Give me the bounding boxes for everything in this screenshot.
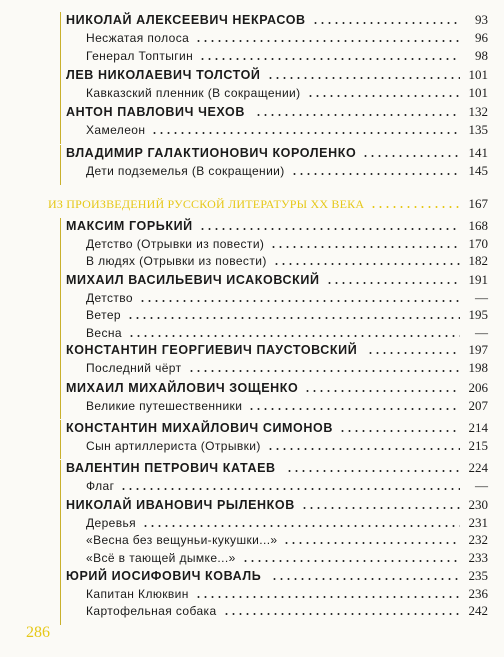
dot-leader: [271, 578, 460, 580]
dot-leader: [283, 542, 460, 544]
dot-leader: [188, 370, 460, 372]
work-title: «Весна без вещуньи-кукушки...»: [86, 533, 278, 547]
author-name: КОНСТАНТИН МИХАЙЛОВИЧ СИМОНОВ: [66, 421, 333, 435]
work-row: [0, 253, 504, 269]
work-title: «Всё в тающей дымке...»: [86, 550, 236, 565]
author-page: 214: [468, 420, 488, 435]
work-title: В людях (Отрывки из повести): [86, 254, 267, 268]
block-rule: [60, 218, 61, 275]
work-row: [0, 478, 504, 494]
work-row: [0, 325, 504, 341]
work-row: [0, 360, 504, 376]
dot-leader: [128, 335, 460, 337]
block-rule: [60, 12, 61, 70]
block-rule: [60, 497, 61, 571]
work-title: Весна: [86, 325, 122, 340]
work-row: [0, 438, 504, 454]
dot-leader: [127, 317, 460, 319]
dot-leader: [267, 77, 460, 79]
work-row: [0, 307, 504, 323]
author-row: [0, 145, 504, 161]
work-page: 232: [468, 532, 488, 547]
author-name: ЮРИЙ ИОСИФОВИЧ КОВАЛЬ: [66, 569, 262, 583]
author-name: МИХАИЛ ВАСИЛЬЕВИЧ ИСАКОВСКИЙ: [66, 273, 320, 287]
work-row: [0, 532, 504, 548]
author-name: АНТОН ПАВЛОВИЧ ЧЕХОВ: [66, 105, 245, 119]
work-row: [0, 85, 504, 101]
block-rule: [60, 67, 61, 107]
author-row: [0, 342, 504, 358]
page-number: 286: [26, 624, 50, 641]
dot-leader: [286, 470, 460, 472]
author-page: 206: [468, 380, 488, 395]
work-row: [0, 163, 504, 179]
dot-leader: [367, 352, 460, 354]
work-title: Великие путешественники: [86, 398, 243, 413]
work-page: 236: [468, 585, 488, 601]
section-page: 167: [468, 196, 488, 211]
work-page: —: [475, 477, 488, 493]
author-row: [0, 460, 504, 476]
section-row: [0, 196, 504, 212]
author-page: 197: [468, 342, 488, 357]
work-row: [0, 236, 504, 252]
work-page: 242: [468, 603, 488, 618]
author-page: 235: [468, 568, 488, 583]
work-page: 207: [468, 397, 488, 413]
author-page: 141: [468, 145, 488, 160]
author-page: 224: [468, 460, 488, 475]
work-page: 231: [468, 514, 488, 530]
dot-leader: [312, 22, 460, 24]
work-page: 98: [475, 48, 488, 63]
work-page: 96: [475, 30, 488, 45]
work-row: [0, 586, 504, 602]
author-name: НИКОЛАЙ ИВАНОВИЧ РЫЛЕНКОВ: [66, 498, 295, 512]
work-row: [0, 603, 504, 619]
dot-leader: [120, 488, 460, 490]
block-rule: [60, 420, 61, 459]
dot-leader: [267, 448, 460, 450]
work-row: [0, 290, 504, 306]
dot-leader: [326, 282, 460, 284]
dot-leader: [142, 525, 460, 527]
block-rule: [60, 104, 61, 144]
dot-leader: [339, 430, 460, 432]
author-page: 168: [468, 218, 488, 233]
dot-leader: [370, 206, 460, 208]
work-row: [0, 48, 504, 64]
block-rule: [60, 460, 61, 499]
author-name: ВЛАДИМИР ГАЛАКТИОНОВИЧ КОРОЛЕНКО: [66, 146, 357, 160]
author-page: 132: [468, 104, 488, 119]
block-rule: [60, 568, 61, 625]
author-name: НИКОЛАЙ АЛЕКСЕЕВИЧ НЕКРАСОВ: [66, 13, 306, 27]
work-title: Деревья: [86, 515, 137, 530]
dot-leader: [248, 408, 460, 410]
work-title: Последний чёрт: [86, 360, 182, 375]
work-title: Детство: [86, 290, 133, 305]
work-title: Несжатая полоса: [86, 31, 190, 45]
dot-leader: [195, 596, 460, 598]
work-page: 195: [468, 307, 488, 322]
author-page: 230: [468, 497, 488, 512]
work-title: Картофельная собака: [86, 604, 217, 618]
dot-leader: [199, 58, 460, 60]
author-row: [0, 420, 504, 436]
work-page: —: [475, 289, 488, 305]
work-page: 170: [468, 235, 488, 251]
author-name: КОНСТАНТИН ГЕОРГИЕВИЧ ПАУСТОВСКИЙ: [66, 343, 358, 357]
dot-leader: [139, 300, 460, 302]
work-title: Дети подземелья (В сокращении): [86, 164, 285, 178]
block-rule: [60, 380, 61, 419]
work-row: [0, 398, 504, 414]
block-rule: [60, 342, 61, 381]
work-row: [0, 122, 504, 138]
dot-leader: [301, 507, 460, 509]
dot-leader: [151, 132, 460, 134]
work-title: Ветер: [86, 308, 121, 322]
author-name: ЛЕВ НИКОЛАЕВИЧ ТОЛСТОЙ: [66, 68, 261, 82]
author-page: 191: [468, 272, 488, 287]
author-page: 101: [468, 67, 488, 82]
work-row: [0, 515, 504, 531]
dot-leader: [273, 263, 460, 265]
work-page: 215: [468, 437, 488, 453]
work-page: 145: [468, 163, 488, 178]
work-title: Капитан Клюквин: [86, 586, 189, 601]
work-title: Флаг: [86, 478, 115, 493]
author-name: МАКСИМ ГОРЬКИЙ: [66, 219, 193, 233]
author-row: [0, 218, 504, 234]
dot-leader: [291, 173, 460, 175]
work-row: [0, 30, 504, 46]
dot-leader: [223, 613, 460, 615]
author-row: [0, 104, 504, 120]
work-page: —: [475, 324, 488, 340]
work-page: 233: [468, 549, 488, 565]
work-title: Сын артиллериста (Отрывки): [86, 438, 261, 453]
work-title: Генерал Топтыгин: [86, 49, 194, 63]
dot-leader: [195, 40, 460, 42]
dot-leader: [199, 228, 460, 230]
work-page: 101: [468, 85, 488, 100]
work-page: 182: [468, 253, 488, 268]
work-title: Кавказский пленник (В сокращении): [86, 86, 301, 100]
work-page: 198: [468, 359, 488, 375]
author-page: 93: [475, 12, 488, 27]
dot-leader: [307, 95, 460, 97]
section-title: ИЗ ПРОИЗВЕДЕНИЙ РУССКОЙ ЛИТЕРАТУРЫ XX ВЕКА: [48, 197, 365, 211]
author-row: [0, 380, 504, 396]
dot-leader: [362, 155, 460, 157]
block-rule: [60, 272, 61, 346]
dot-leader: [270, 246, 460, 248]
dot-leader: [242, 560, 460, 562]
work-page: 135: [468, 122, 488, 137]
author-row: [0, 67, 504, 83]
work-title: Детство (Отрывки из повести): [86, 236, 265, 251]
author-name: МИХАИЛ МИХАЙЛОВИЧ ЗОЩЕНКО: [66, 381, 299, 395]
author-row: [0, 12, 504, 28]
work-title: Хамелеон: [86, 123, 146, 137]
author-row: [0, 272, 504, 288]
work-row: [0, 550, 504, 566]
dot-leader: [304, 390, 460, 392]
author-name: ВАЛЕНТИН ПЕТРОВИЧ КАТАЕВ: [66, 461, 276, 475]
author-row: [0, 497, 504, 513]
author-row: [0, 568, 504, 584]
block-rule: [60, 145, 61, 185]
dot-leader: [255, 114, 460, 116]
